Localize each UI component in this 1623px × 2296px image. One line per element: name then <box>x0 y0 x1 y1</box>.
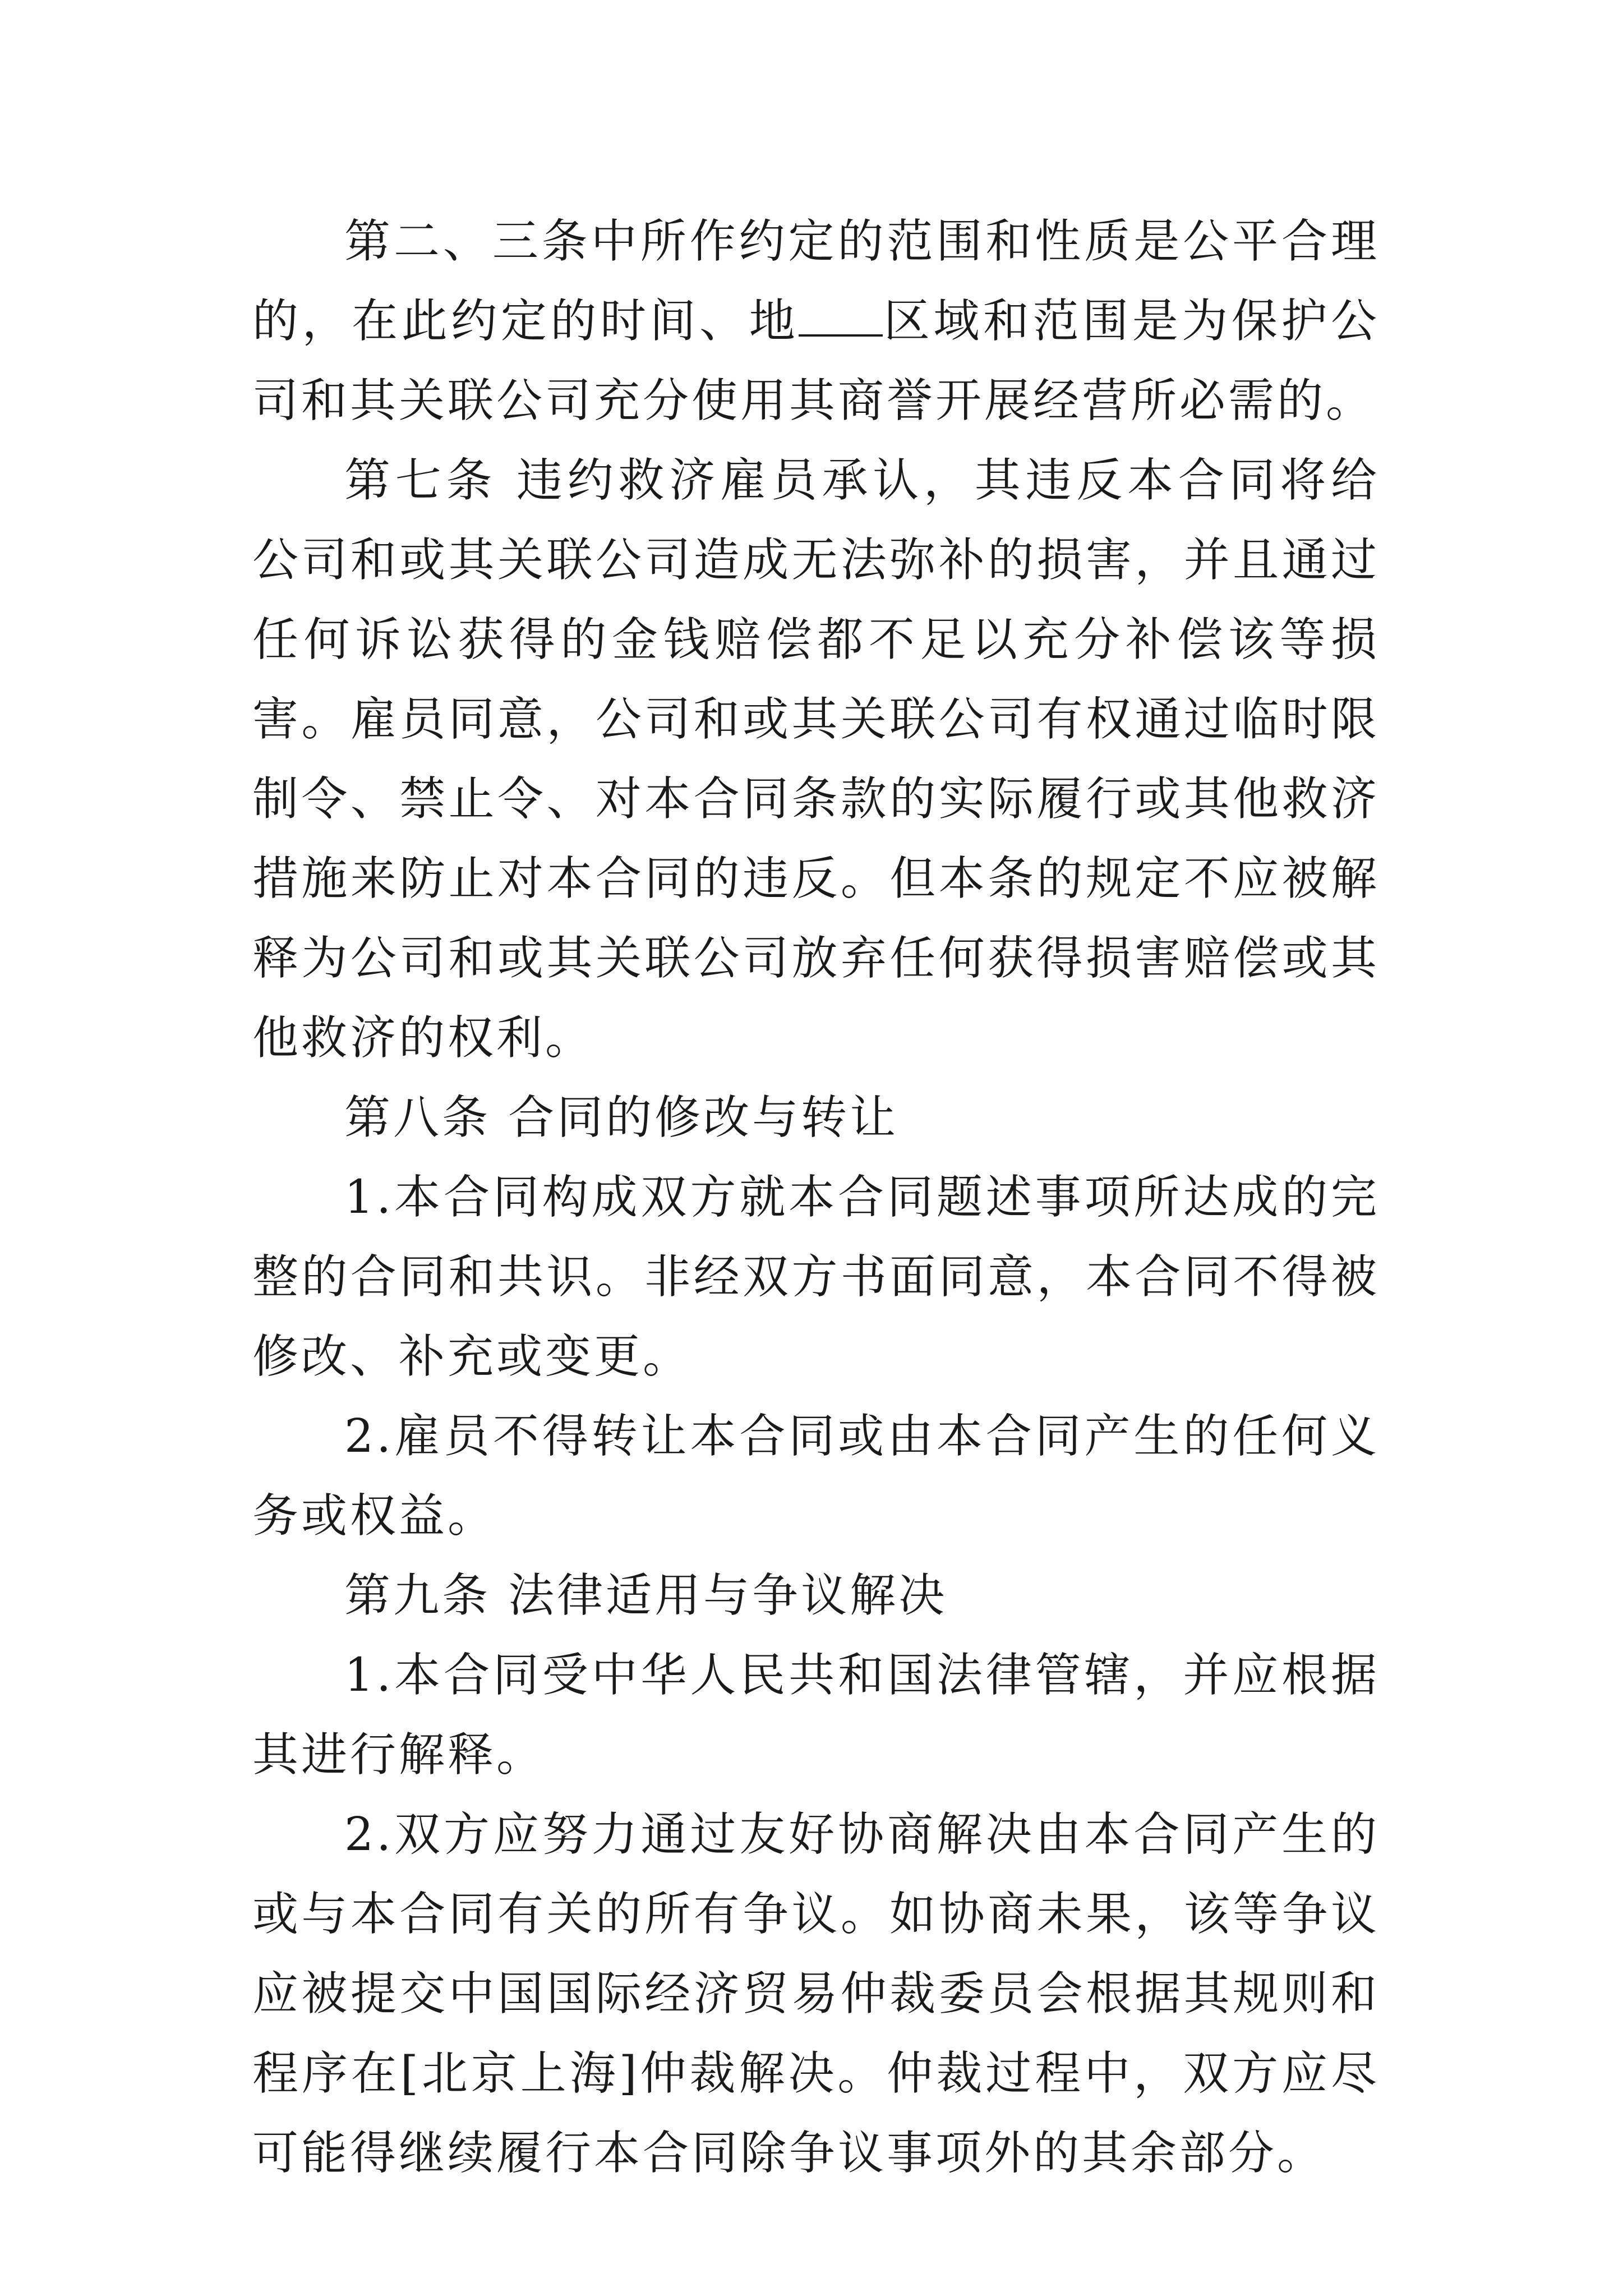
fill-in-blank <box>799 293 883 337</box>
paragraph-article-8-clause-1: 1.本合同构成双方就本合同题述事项所达成的完整的合同和共识。非经双方书面同意，本合同不得被修改、补充或变更。 <box>252 1171 1380 1383</box>
paragraph-article-7-remedies: 第七条 违约救济雇员承认，其违反本合同将给公司和或其关联公司造成无法弥补的损害，并且通过任何诉讼获得的金钱赔偿都不足以充分补偿该等损害。雇员同意，公司和或其关联公司有权通过临时限制令、禁止令、对本合同条款的实际履行或其他救济措施来防止对本合同的违反。但本条的规定不应被解释为公司和或其关联公司放弃任何获得损害赔偿或其他救济的权利。 <box>252 454 1380 1065</box>
heading-article-9: 第九条 法律适用与争议解决 <box>344 1569 948 1622</box>
paragraph-article-8-clause-2: 2.雇员不得转让本合同或由本合同产生的任何义务或权益。 <box>252 1410 1380 1543</box>
paragraph-scope-reasonableness <box>252 202 1380 441</box>
document-page <box>252 202 1380 2193</box>
paragraph-text: 第二、三条中所作约定的范围和性质是公平合理的，在此约定的时间、地 <box>252 215 1380 348</box>
paragraph-text: 区域和范围是为保护公司和其关联公司充分使用其商誉开展经营所必需的。 <box>252 295 1380 427</box>
paragraph-article-9-clause-1: 1.本合同受中华人民共和国法律管辖，并应根据其进行解释。 <box>252 1649 1380 1782</box>
paragraph-article-9-clause-2: 2.双方应努力通过友好协商解决由本合同产生的或与本合同有关的所有争议。如协商未果，该等争议应被提交中国国际经济贸易仲裁委员会根据其规则和程序在[北京上海]仲裁解决。仲裁过程中，双方应尽可能得继续履行本合同除争议事项外的其余部分。 <box>252 1808 1380 2180</box>
heading-article-8: 第八条 合同的修改与转让 <box>344 1091 899 1144</box>
